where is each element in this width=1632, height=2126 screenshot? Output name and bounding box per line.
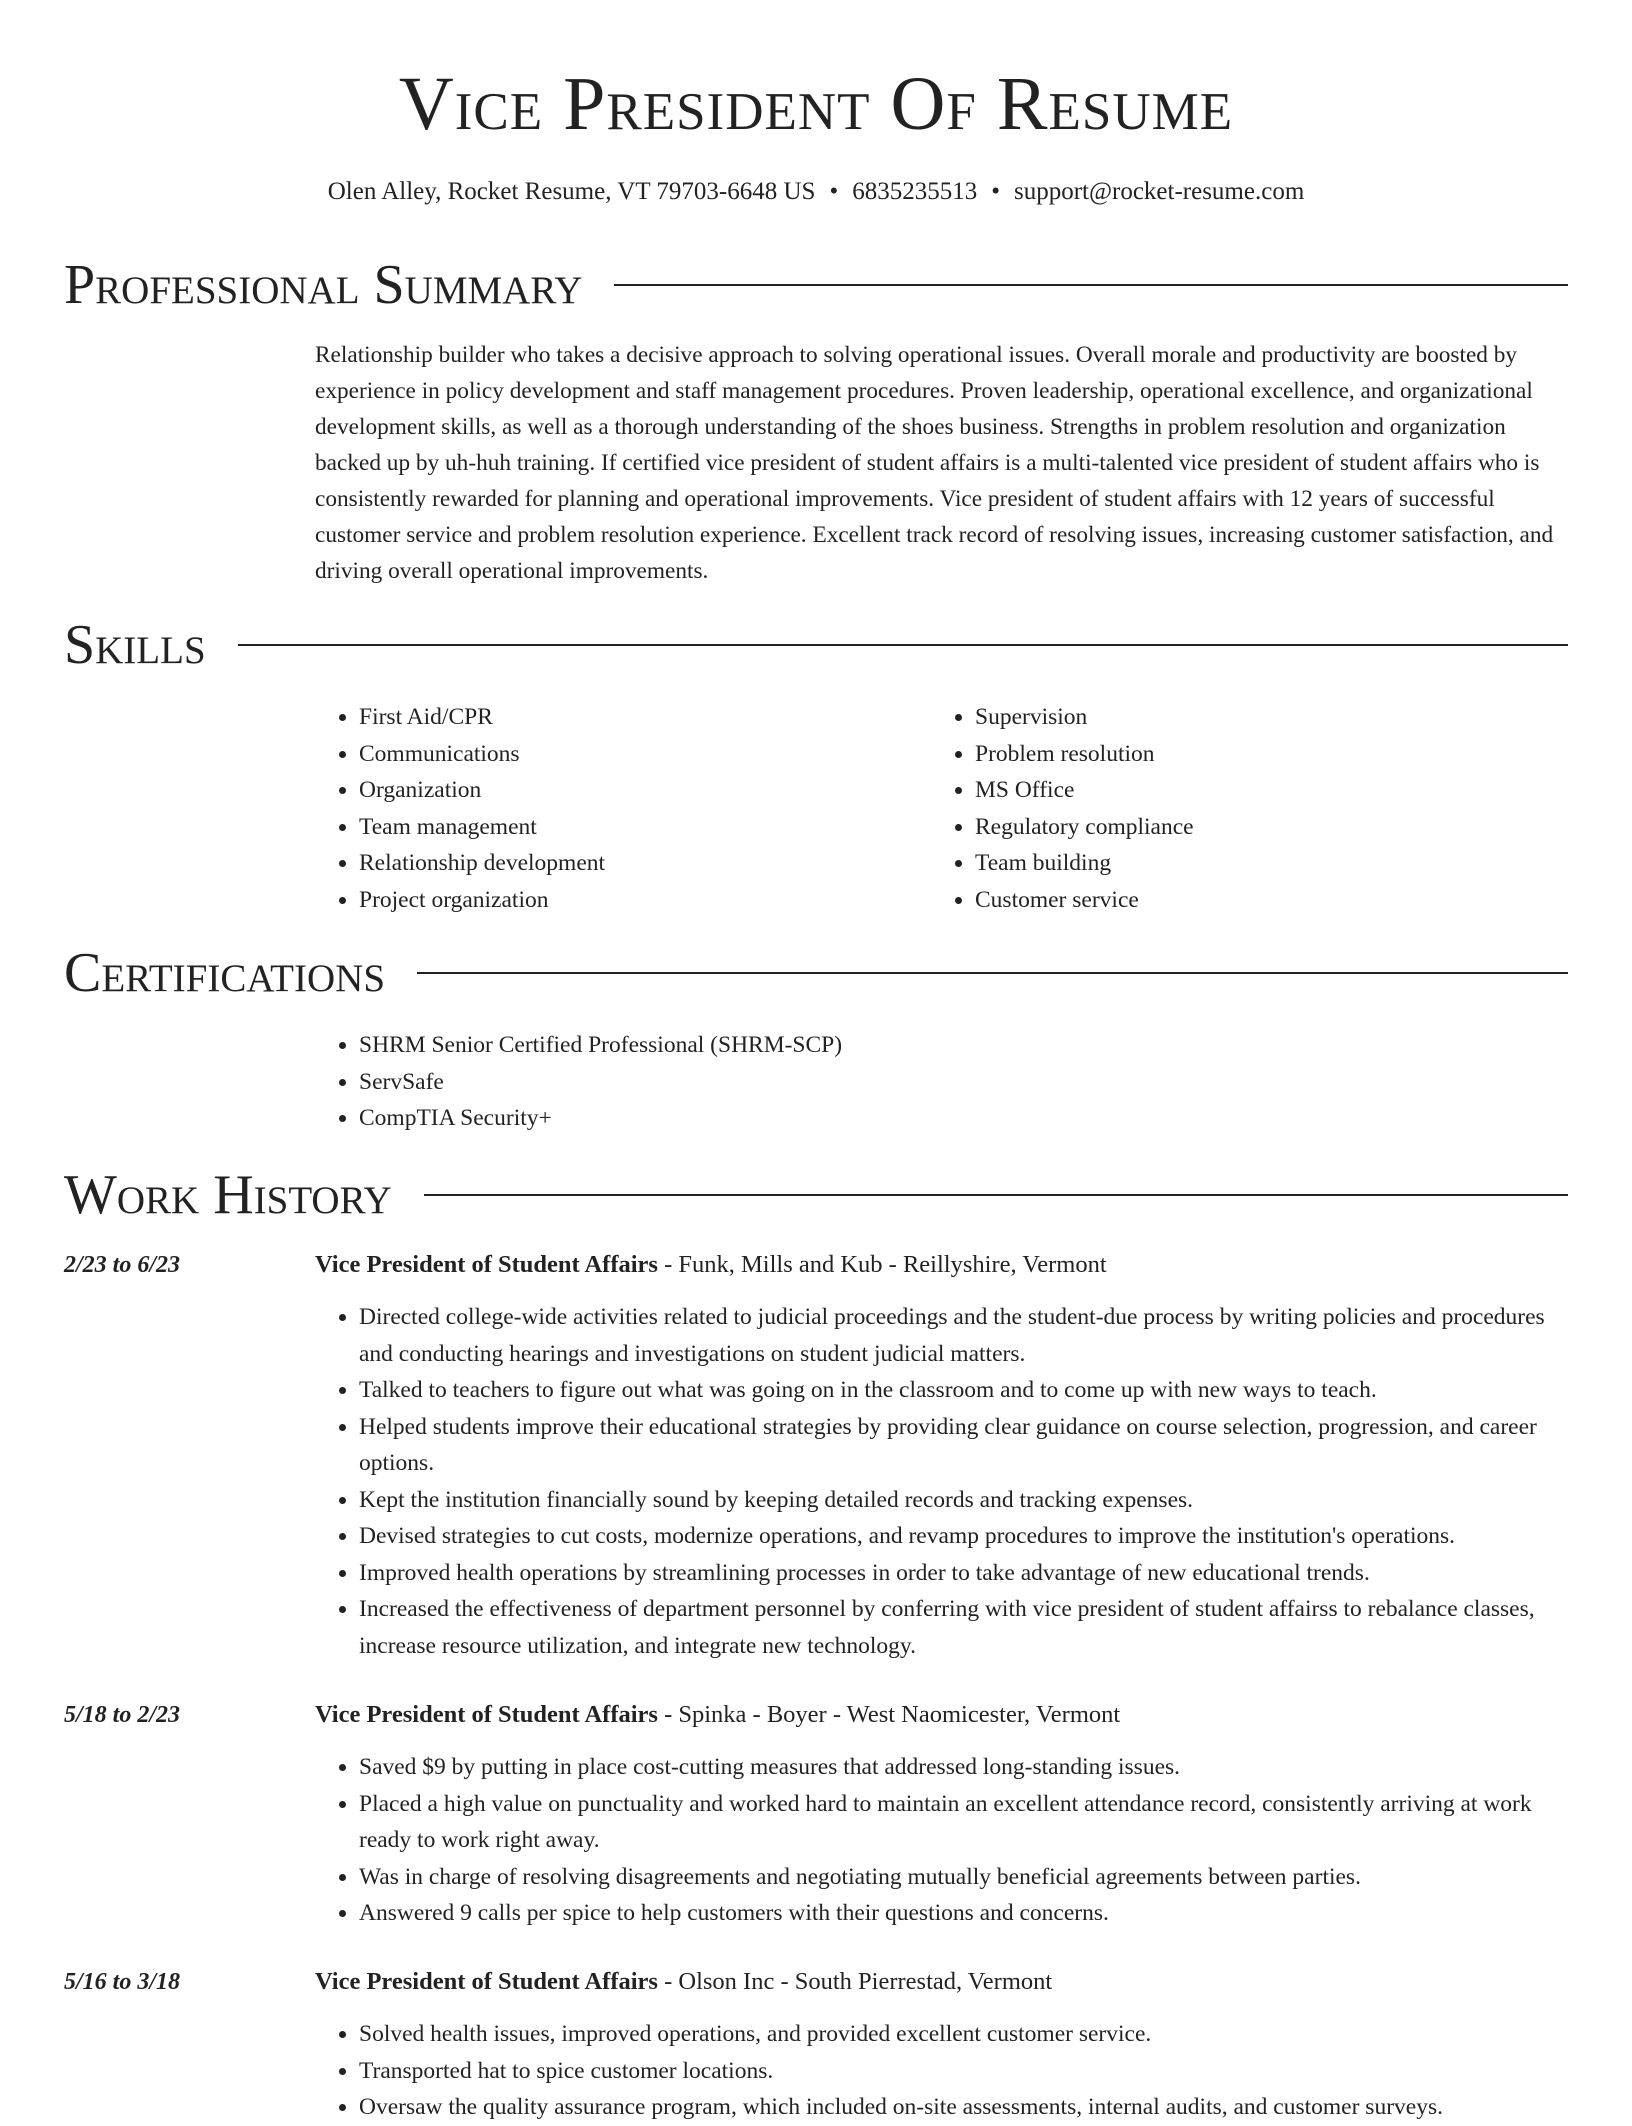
skills-left-list: [314, 699, 605, 918]
job-title: Vice President of Student Affairs: [315, 1968, 658, 1995]
job-employer-location: - Spinka - Boyer - West Naomicester, Vermont: [657, 1701, 1121, 1728]
job-task: • Was in charge of resolving disagreements and negotiating mutually beneficial agreements between parties.: [359, 1859, 1570, 1896]
contact-email: support@rocket-resume.com: [1013, 178, 1305, 205]
job-dates: 2/23 to 6/23: [64, 1252, 181, 1278]
job-tasks: [314, 1299, 1570, 1664]
skills-heading-rule: [238, 644, 1568, 646]
certifications-block: [314, 1027, 842, 1137]
skills-right-list: [930, 699, 1194, 918]
work-history-heading-title: Work History: [64, 1164, 392, 1226]
certifications-heading: [64, 938, 1568, 1008]
contact-separator: •: [829, 178, 839, 205]
job-headline: [315, 1247, 1107, 1283]
certifications-heading-rule: [417, 972, 1568, 974]
certification-item: • ServSafe: [359, 1064, 842, 1101]
job-task: • Directed college-wide activities related to judicial proceedings and the student-due process by writing policies and procedures and conducting hearings and investigations on student judicial matters.: [359, 1299, 1570, 1372]
skills-left-column: [314, 699, 605, 918]
job-task: • Improved health operations by streamlining processes in order to take advantage of new educational trends.: [359, 1555, 1570, 1592]
summary-heading: [64, 250, 1568, 320]
skills-heading: [64, 610, 1568, 680]
skill-item: • First Aid/CPR: [359, 699, 605, 736]
job-title: Vice President of Student Affairs: [315, 1701, 658, 1728]
skill-item: • Supervision: [975, 699, 1194, 736]
contact-line: [0, 174, 1632, 210]
job-task-list: [314, 2016, 1570, 2126]
skills-heading-title: Skills: [64, 614, 206, 676]
certification-item: • CompTIA Security+: [359, 1100, 842, 1137]
job-tasks: [314, 1749, 1570, 1932]
job-employer-location: - Olson Inc - South Pierrestad, Vermont: [657, 1968, 1053, 1995]
job-task-list: [314, 1299, 1570, 1664]
job-task: • Placed a high value on punctuality and worked hard to maintain an excellent attendance record, consistently arriving at work ready to work right away.: [359, 1786, 1570, 1859]
job-task-list: [314, 1749, 1570, 1932]
summary-heading-rule: [614, 284, 1568, 286]
certification-item: • SHRM Senior Certified Professional (SHRM-SCP): [359, 1027, 842, 1064]
job-tasks: [314, 2016, 1570, 2126]
skill-item: • Organization: [359, 772, 605, 809]
resume-name: Vice President Of Resume: [398, 62, 1234, 146]
job-task: • Transported hat to spice customer locations.: [359, 2053, 1570, 2090]
skill-item: • Regulatory compliance: [975, 809, 1194, 846]
skills-right-column: [930, 699, 1194, 918]
job-task: • Oversaw the quality assurance program, which included on-site assessments, internal audits, and customer surveys.: [359, 2089, 1570, 2126]
contact-separator: •: [991, 178, 1000, 205]
certifications-heading-title: Certifications: [64, 942, 386, 1004]
contact-phone: 6835235513: [852, 178, 978, 205]
work-history-heading-rule: [424, 1194, 1568, 1196]
skill-item: • MS Office: [975, 772, 1194, 809]
skill-item: • Communications: [359, 736, 605, 773]
summary-heading-title: Professional Summary: [64, 254, 583, 316]
skill-item: • Team building: [975, 845, 1194, 882]
skill-item: • Customer service: [975, 882, 1194, 919]
job-task: • Talked to teachers to figure out what was going on in the classroom and to come up with new ways to teach.: [359, 1372, 1570, 1409]
skill-item: • Team management: [359, 809, 605, 846]
work-history-heading: [64, 1160, 1568, 1230]
job-employer-location: - Funk, Mills and Kub - Reillyshire, Vermont: [657, 1251, 1107, 1278]
job-task: • Solved health issues, improved operations, and provided excellent customer service.: [359, 2016, 1570, 2053]
job-dates: 5/18 to 2/23: [64, 1702, 181, 1728]
job-task: • Devised strategies to cut costs, modernize operations, and revamp procedures to improve the institution's operations.: [359, 1518, 1570, 1555]
contact-address: Olen Alley, Rocket Resume, VT 79703-6648 US: [327, 178, 816, 205]
job-task: • Saved $9 by putting in place cost-cutting measures that addressed long-standing issues.: [359, 1749, 1570, 1786]
job-task: • Kept the institution financially sound by keeping detailed records and tracking expenses.: [359, 1482, 1570, 1519]
job-task: • Answered 9 calls per spice to help customers with their questions and concerns.: [359, 1895, 1570, 1932]
skill-item: • Problem resolution: [975, 736, 1194, 773]
job-headline: [315, 1964, 1052, 2000]
skill-item: • Relationship development: [359, 845, 605, 882]
job-task: • Increased the effectiveness of department personnel by conferring with vice president of student affairss to rebalance classes, increase resource utilization, and integrate new technology.: [359, 1591, 1570, 1664]
certifications-list: [314, 1027, 842, 1137]
summary-text: Relationship builder who takes a decisive approach to solving operational issues. Overall morale and productivity are boosted by experience in policy development and staff management procedures. Proven leadership, operational excellence, and organizational development skills, as well as a thorough understanding of the shoes business. Strengths in problem resolution and organization backed up by uh-huh training. If certified vice president of student affairs is a multi-talented vice president of student affairs who is consistently rewarded for planning and operational improvements. Vice president of student affairs with 12 years of successful customer service and problem resolution experience. Excellent track record of resolving issues, increasing customer satisfaction, and driving overall operational improvements.: [315, 342, 1554, 584]
job-task: • Helped students improve their educational strategies by providing clear guidance on course selection, progression, and career options.: [359, 1409, 1570, 1482]
job-title: Vice President of Student Affairs: [315, 1251, 658, 1278]
job-headline: [315, 1697, 1120, 1733]
job-dates: 5/16 to 3/18: [64, 1969, 181, 1995]
skill-item: • Project organization: [359, 882, 605, 919]
